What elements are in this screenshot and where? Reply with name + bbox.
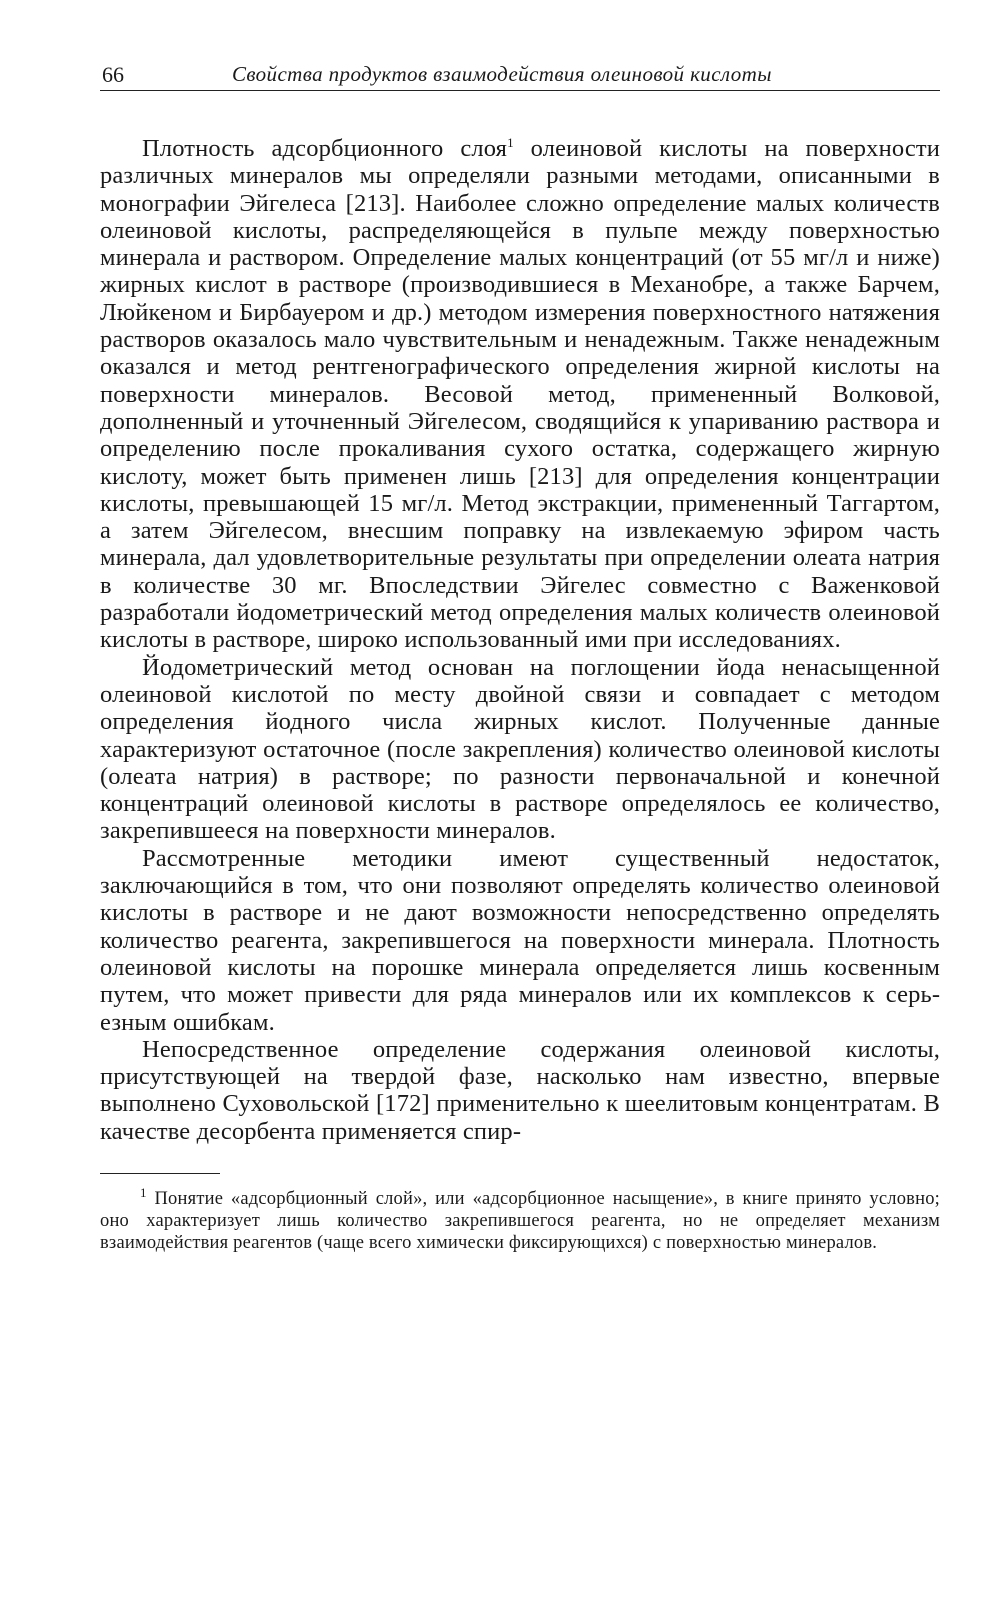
footnote-divider (100, 1173, 220, 1174)
page-header (100, 60, 940, 91)
paragraph: Непосредственное определение содержания олеиновой кислоты, присутствующей на твердой фазе, насколько нам известно, впервые выполнено Суховольской [172] применительно к шеелитовым концентратам. В качестве десорбента применяется спир- (100, 1035, 940, 1145)
paragraph-text: Плотность адсорбционного слоя (142, 135, 508, 162)
footnote-text: Понятие «адсорбционный слой», или «адсорбционное насыщение», в книге принято условно; оно характеризует лишь количество закрепившегося реагента, но не определяет механизм взаимодействия реагентов (чаще всего химически фиксирующихся) с поверхностью минералов. (100, 1188, 940, 1253)
paragraph-text: олеиновой кислоты на поверхности различных минералов мы определяли разными методами, описанными в монографии Эйгелеса [213]. Наиболее сложно определение малых количеств олеиновой кислоты, распределяющейся в пульпе между поверхностью минерала и раствором. Определение малых концентраций (от 55 мг/л и ниже) жирных кислот в растворе (производившиеся в Механобре, а также Барчем, Люйкеном и Бирбауером и др.) методом измерения поверхностного натяжения растворов оказалось мало чувствительным и ненадежным. Также ненадежным оказался и метод рентгенографического определения жирной кислоты на поверхности минералов. Весовой метод, примененный Волковой, дополненный и уточненный Эйгелесом, сводящийся к упариванию раствора и определению после прокаливания сухого остатка, содержащего жирную кислоту, может быть применен лишь [213] для определения концентрации кислоты, превышающей 15 мг/л. Метод экстракции, примененный Таггартом, а затем Эйгелесом, внесшим поправку на извлекаемую эфиром часть минерала, дал удовлетворительные результаты при определении олеата натрия в количестве 30 мг. Впоследствии Эйгелес совместно с Важенковой разработали йодометрический метод определения малых количеств олеиновой кислоты в растворе, широко использованный ими при исследованиях. (100, 135, 940, 654)
body-text (100, 135, 940, 1145)
footnote-mark: 1 (140, 1184, 147, 1200)
footnote (100, 1184, 940, 1254)
running-title: Свойства продуктов взаимодействия олеиновой кислоты (232, 62, 772, 86)
paragraph: Йодометрический метод основан на поглощении йода ненасыщенной олеиновой кислотой по месту двойной связи и совпадает с методом определения йодного числа жирных кислот. Полученные данные характеризуют остаточное (после закрепления) количество олеиновой кислоты (олеата натрия) в растворе; по разности первоначальной и конечной концентраций олеиновой кислоты в растворе определялось ее количество, закрепившееся на поверхности минералов. (100, 653, 940, 845)
page-number: 66 (102, 62, 124, 87)
footnote-reference: 1 (507, 134, 514, 150)
paragraph: Рассмотренные методики имеют существенный недостаток, заключающийся в том, что они позволяют определять количество олеиновой кислоты в растворе и не дают возможности непосредственно определять количество реагента, закрепившегося на поверхности минерала. Плотность олеиновой кислоты на порошке минерала определяется лишь косвенным путем, что может привести для ряда минералов или их комплексов к серьезным ошибкам. (100, 844, 940, 1036)
paragraph (100, 135, 940, 654)
book-page (100, 60, 940, 1254)
